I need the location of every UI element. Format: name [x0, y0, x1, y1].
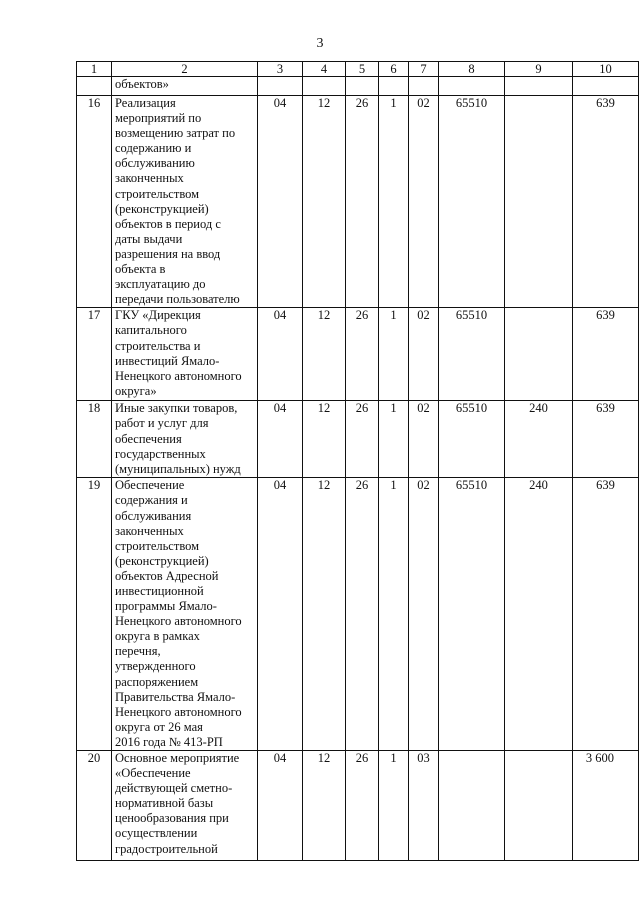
cell-col3: 04 [258, 401, 303, 478]
cell-col8: 65510 [439, 478, 505, 751]
cell-col7: 02 [409, 478, 439, 751]
cell-col9 [505, 751, 573, 861]
page-number: 3 [316, 36, 324, 51]
cell-col9: 240 [505, 401, 573, 478]
cell-col9 [505, 96, 573, 308]
cell-col3: 04 [258, 308, 303, 401]
column-header: 7 [409, 62, 439, 77]
cell-col10: 639 [573, 401, 639, 478]
column-header: 8 [439, 62, 505, 77]
cell-col3: 04 [258, 478, 303, 751]
table-row [77, 96, 639, 308]
column-header: 9 [505, 62, 573, 77]
column-header: 2 [112, 62, 258, 77]
cell-col5: 26 [346, 751, 379, 861]
cell-col7: 02 [409, 401, 439, 478]
cell-col8: 65510 [439, 401, 505, 478]
cell-col5: 26 [346, 478, 379, 751]
cell-col9 [505, 308, 573, 401]
cell-col8 [439, 751, 505, 861]
column-header: 3 [258, 62, 303, 77]
column-header: 6 [379, 62, 409, 77]
cell-col10: 639 [573, 478, 639, 751]
cell-col9: 240 [505, 478, 573, 751]
column-header: 1 [77, 62, 112, 77]
row-name: Реализация мероприятий по возмещению затрат по содержанию и обслуживанию законченных строительством (реконструкцией) объектов в период с даты выдачи разрешения на ввод объекта в эксплуатацию до передачи пользователю [112, 96, 258, 308]
column-header: 10 [573, 62, 639, 77]
row-number: 17 [77, 308, 112, 401]
row-number: 16 [77, 96, 112, 308]
cell-col8: 65510 [439, 308, 505, 401]
cell-col7: 03 [409, 751, 439, 861]
table-row [77, 308, 639, 401]
cell-col4: 12 [303, 308, 346, 401]
cell-col6: 1 [379, 751, 409, 861]
cell-col6: 1 [379, 478, 409, 751]
column-header: 4 [303, 62, 346, 77]
row-number: 19 [77, 478, 112, 751]
row-name: Основное мероприятие «Обеспечение действующей сметно- нормативной базы ценообразования при осуществлении градостроительной [112, 751, 258, 861]
cell-col3: 04 [258, 751, 303, 861]
cell-col4: 12 [303, 96, 346, 308]
cell-col6: 1 [379, 96, 409, 308]
cell-col10: 3 600 [573, 751, 639, 861]
cell-col6: 1 [379, 401, 409, 478]
table-row [77, 478, 639, 751]
cell-col6: 1 [379, 308, 409, 401]
cell-col5: 26 [346, 96, 379, 308]
continuation-row [77, 77, 639, 96]
continuation-text: объектов» [112, 77, 258, 96]
row-number: 18 [77, 401, 112, 478]
column-header: 5 [346, 62, 379, 77]
cell-col5: 26 [346, 308, 379, 401]
cell-col3: 04 [258, 96, 303, 308]
cell-col10: 639 [573, 308, 639, 401]
cell-col8: 65510 [439, 96, 505, 308]
cell-col10: 639 [573, 96, 639, 308]
row-number: 20 [77, 751, 112, 861]
cell-col4: 12 [303, 751, 346, 861]
row-name: Обеспечение содержания и обслуживания законченных строительством (реконструкцией) объектов Адресной инвестиционной программы Ямало- Ненецкого автономного округа в рамках перечня, утвержденного распоряжением Правительства Ямало- Ненецкого автономного округа от 26 мая 2016 года № 413-РП [112, 478, 258, 751]
table-header-row [77, 62, 639, 77]
cell-col4: 12 [303, 478, 346, 751]
cell-col5: 26 [346, 401, 379, 478]
table-row [77, 751, 639, 861]
row-name: ГКУ «Дирекция капитального строительства и инвестиций Ямало- Ненецкого автономного округа» [112, 308, 258, 401]
budget-table [76, 61, 639, 861]
cell-col7: 02 [409, 96, 439, 308]
cell-col7: 02 [409, 308, 439, 401]
cell-col4: 12 [303, 401, 346, 478]
table-row [77, 401, 639, 478]
row-name: Иные закупки товаров, работ и услуг для обеспечения государственных (муниципальных) нужд [112, 401, 258, 478]
